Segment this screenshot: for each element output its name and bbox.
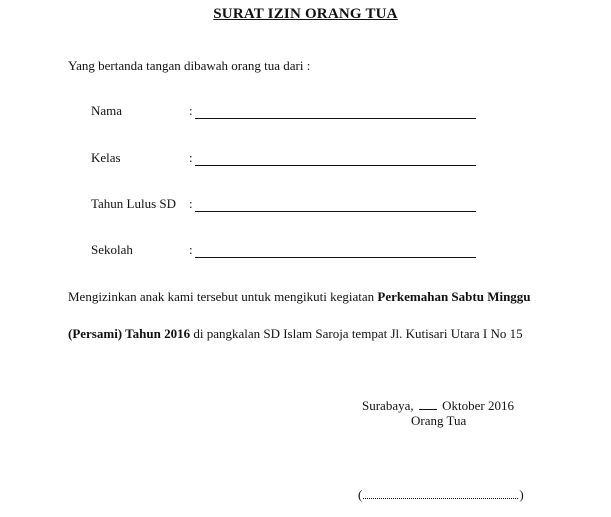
field-colon: : — [189, 103, 193, 118]
paragraph-text: di pangkalan SD Islam Saroja tempat Jl. Kutisari Utara I No 15 — [190, 326, 523, 341]
field-label-tahun-lulus: Tahun Lulus SD — [91, 196, 177, 211]
field-row-tahun-lulus — [91, 196, 491, 214]
date-blank-line — [419, 399, 437, 410]
paragraph-bold-persami: (Persami) Tahun 2016 — [68, 326, 191, 341]
paren-close: ) — [519, 487, 524, 502]
document-title: SURAT IZIN ORANG TUA — [213, 6, 398, 22]
paren-open: ( — [358, 487, 363, 502]
field-colon: : — [189, 242, 193, 257]
field-label-sekolah: Sekolah — [91, 242, 133, 257]
paragraph-line-1 — [68, 289, 531, 305]
field-label-nama: Nama — [91, 103, 123, 118]
field-label-kelas: Kelas — [91, 150, 121, 165]
paragraph-text: Mengizinkan anak kami tersebut untuk mengikuti kegiatan — [68, 289, 378, 304]
field-row-kelas — [91, 150, 491, 168]
paragraph-line-2 — [68, 326, 523, 342]
paragraph-bold-event: Perkemahan Sabtu Minggu — [377, 289, 531, 304]
signature-name-field — [358, 487, 524, 503]
blank-line-kelas — [195, 165, 476, 166]
field-row-sekolah — [91, 242, 491, 260]
blank-line-sekolah — [195, 257, 476, 258]
signature-date — [362, 398, 514, 414]
dotted-name-line — [363, 489, 518, 499]
blank-line-tahun-lulus — [195, 211, 476, 212]
signature-city: Surabaya, — [362, 398, 414, 413]
field-row-nama — [91, 103, 491, 121]
signature-month-year: Oktober 2016 — [442, 398, 514, 413]
intro-text: Yang bertanda tangan dibawah orang tua dari : — [68, 58, 311, 73]
field-colon: : — [189, 196, 193, 211]
field-colon: : — [189, 150, 193, 165]
signature-role: Orang Tua — [411, 413, 467, 428]
blank-line-nama — [195, 118, 476, 119]
